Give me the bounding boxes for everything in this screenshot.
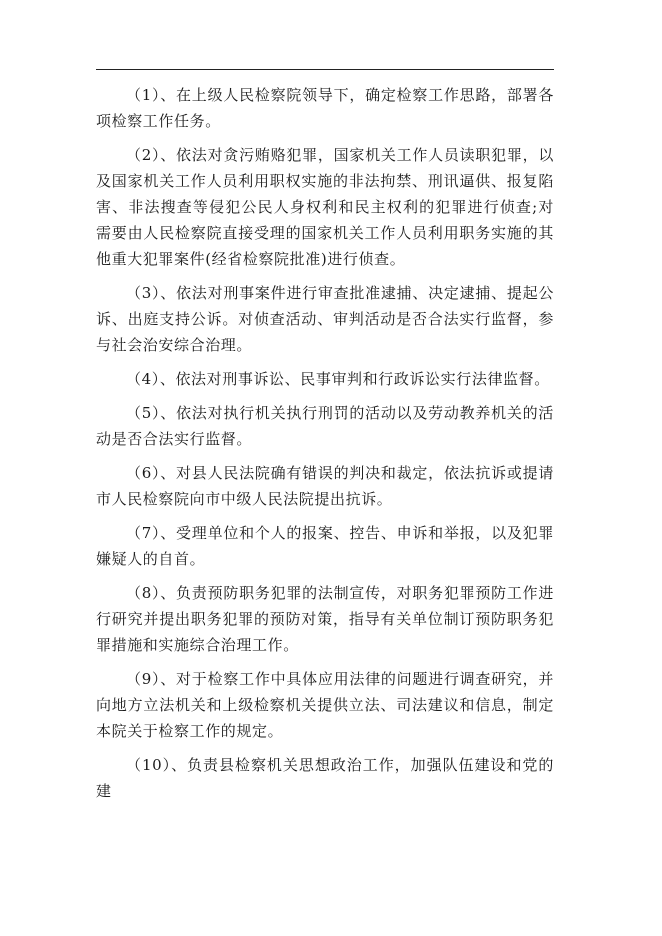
header-rule — [96, 69, 554, 70]
document-body — [96, 82, 554, 812]
paragraph-5: （5）、依法对执行机关执行刑罚的活动以及劳动教养机关的活动是否合法实行监督。 — [96, 404, 554, 448]
paragraph-4: （4）、依法对刑事诉讼、民事审判和行政诉讼实行法律监督。 — [126, 370, 550, 388]
paragraph-3: （3）、依法对刑事案件进行审查批准逮捕、决定逮捕、提起公诉、出庭支持公诉。对侦查活动、审判活动是否合法实行监督，参与社会治安综合治理。 — [96, 284, 554, 354]
paragraph-8: （8）、负责预防职务犯罪的法制宣传，对职务犯罪预防工作进行研究并提出职务犯罪的预防对策，指导有关单位制订预防职务犯罪措施和实施综合治理工作。 — [96, 584, 554, 654]
paragraph-2: （2）、依法对贪污贿赂犯罪，国家机关工作人员读职犯罪，以及国家机关工作人员利用职权实施的非法拘禁、刑讯逼供、报复陷害、非法搜查等侵犯公民人身权利和民主权利的犯罪进行侦查;对需要由人民检察院直接受理的国家机关工作人员利用职务实施的其他重大犯罪案件(经省检察院批准)进行侦查。 — [96, 146, 554, 268]
paragraph-10: （10）、负责县检察机关思想政治工作，加强队伍建设和党的建 — [96, 756, 554, 800]
paragraph-1: （1）、在上级人民检察院领导下，确定检察工作思路，部署各项检察工作任务。 — [96, 86, 554, 130]
paragraph-9: （9）、对于检察工作中具体应用法律的问题进行调查研究，并向地方立法机关和上级检察机关提供立法、司法建议和信息，制定本院关于检察工作的规定。 — [96, 670, 554, 740]
paragraph-6: （6）、对县人民法院确有错误的判决和裁定，依法抗诉或提请市人民检察院向市中级人民法院提出抗诉。 — [96, 464, 554, 508]
paragraph-7: （7）、受理单位和个人的报案、控告、申诉和举报，以及犯罪嫌疑人的自首。 — [96, 524, 554, 568]
